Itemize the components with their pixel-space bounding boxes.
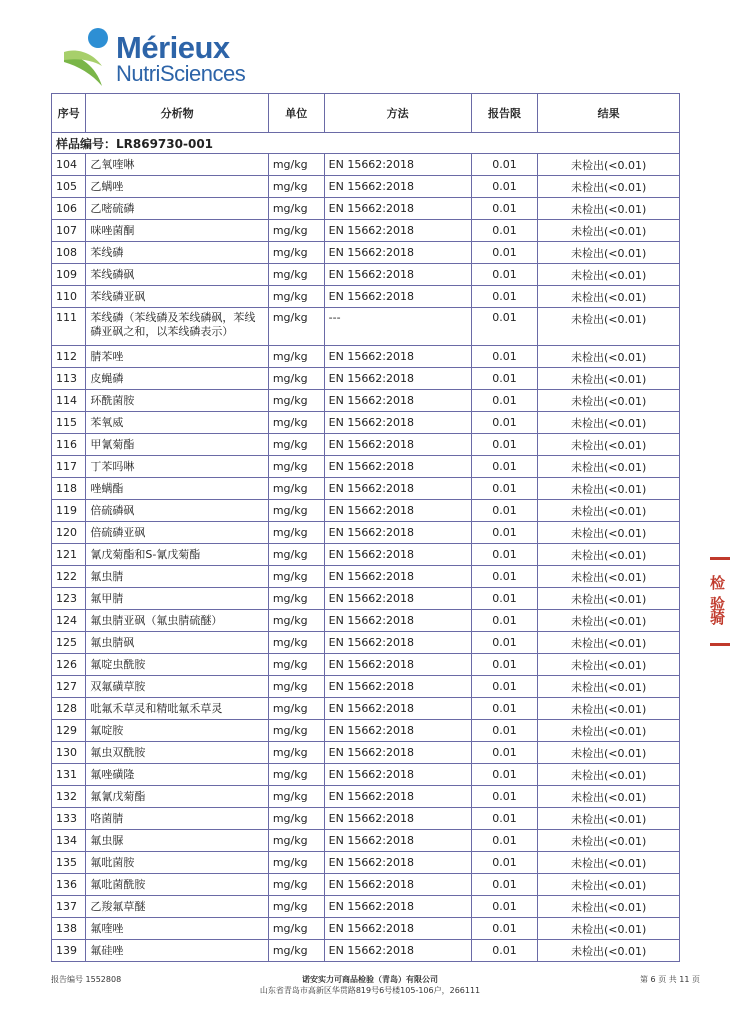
row-method: EN 15662:2018	[324, 390, 471, 412]
row-analyte: 氟虫腈亚砜（氟虫腈硫醚）	[86, 610, 268, 632]
row-result: 未检出(<0.01)	[538, 544, 680, 566]
row-method: EN 15662:2018	[324, 852, 471, 874]
row-unit: mg/kg	[268, 808, 324, 830]
row-method: EN 15662:2018	[324, 544, 471, 566]
row-limit: 0.01	[471, 346, 538, 368]
row-method: EN 15662:2018	[324, 478, 471, 500]
stamp-text-1: 检验	[710, 574, 726, 613]
table-row	[52, 176, 680, 198]
logo-brand-name: Mérieux	[116, 30, 230, 65]
row-index: 106	[52, 198, 86, 220]
row-method: EN 15662:2018	[324, 676, 471, 698]
row-analyte: 乙羧氟草醚	[86, 896, 268, 918]
row-analyte: 氟硅唑	[86, 940, 268, 962]
row-method: EN 15662:2018	[324, 764, 471, 786]
row-result: 未检出(<0.01)	[538, 764, 680, 786]
row-limit: 0.01	[471, 632, 538, 654]
row-analyte: 倍硫磷砜	[86, 500, 268, 522]
row-index: 112	[52, 346, 86, 368]
row-result: 未检出(<0.01)	[538, 346, 680, 368]
row-method: EN 15662:2018	[324, 412, 471, 434]
row-method: EN 15662:2018	[324, 830, 471, 852]
table-row	[52, 742, 680, 764]
row-index: 126	[52, 654, 86, 676]
row-method: EN 15662:2018	[324, 874, 471, 896]
row-unit: mg/kg	[268, 830, 324, 852]
row-unit: mg/kg	[268, 610, 324, 632]
page-number: 第 6 页 共 11 页	[640, 975, 700, 984]
row-result: 未检出(<0.01)	[538, 632, 680, 654]
row-index: 139	[52, 940, 86, 962]
row-index: 117	[52, 456, 86, 478]
row-result: 未检出(<0.01)	[538, 896, 680, 918]
row-method: EN 15662:2018	[324, 588, 471, 610]
row-limit: 0.01	[471, 434, 538, 456]
row-result: 未检出(<0.01)	[538, 830, 680, 852]
row-limit: 0.01	[471, 242, 538, 264]
logo-mark-icon	[62, 26, 118, 88]
row-limit: 0.01	[471, 830, 538, 852]
row-limit: 0.01	[471, 154, 538, 176]
row-analyte: 氟虫腈砜	[86, 632, 268, 654]
row-unit: mg/kg	[268, 874, 324, 896]
row-method: EN 15662:2018	[324, 720, 471, 742]
row-limit: 0.01	[471, 456, 538, 478]
results-table	[51, 93, 680, 962]
row-limit: 0.01	[471, 522, 538, 544]
row-result: 未检出(<0.01)	[538, 918, 680, 940]
row-analyte: 咯菌腈	[86, 808, 268, 830]
row-unit: mg/kg	[268, 434, 324, 456]
row-analyte: 氰戊菊酯和S-氰戊菊酯	[86, 544, 268, 566]
row-analyte: 氟甲腈	[86, 588, 268, 610]
table-row	[52, 852, 680, 874]
table-row	[52, 390, 680, 412]
row-result: 未检出(<0.01)	[538, 500, 680, 522]
row-analyte: 倍硫磷亚砜	[86, 522, 268, 544]
row-analyte: 苯氧威	[86, 412, 268, 434]
logo-brand-subname: NutriSciences	[116, 61, 246, 86]
row-index: 121	[52, 544, 86, 566]
row-method: EN 15662:2018	[324, 940, 471, 962]
row-unit: mg/kg	[268, 588, 324, 610]
row-analyte: 双氟磺草胺	[86, 676, 268, 698]
table-row	[52, 522, 680, 544]
row-result: 未检出(<0.01)	[538, 434, 680, 456]
row-unit: mg/kg	[268, 742, 324, 764]
row-limit: 0.01	[471, 390, 538, 412]
row-unit: mg/kg	[268, 522, 324, 544]
row-limit: 0.01	[471, 896, 538, 918]
row-method: EN 15662:2018	[324, 522, 471, 544]
row-limit: 0.01	[471, 654, 538, 676]
row-limit: 0.01	[471, 588, 538, 610]
row-analyte: 皮蝇磷	[86, 368, 268, 390]
row-index: 128	[52, 698, 86, 720]
table-row	[52, 286, 680, 308]
row-result: 未检出(<0.01)	[538, 456, 680, 478]
row-method: EN 15662:2018	[324, 742, 471, 764]
row-limit: 0.01	[471, 742, 538, 764]
row-result: 未检出(<0.01)	[538, 286, 680, 308]
row-index: 132	[52, 786, 86, 808]
row-unit: mg/kg	[268, 918, 324, 940]
row-method: EN 15662:2018	[324, 368, 471, 390]
row-unit: mg/kg	[268, 346, 324, 368]
row-index: 120	[52, 522, 86, 544]
row-unit: mg/kg	[268, 852, 324, 874]
header-method: 方法	[324, 94, 471, 133]
row-limit: 0.01	[471, 566, 538, 588]
row-limit: 0.01	[471, 500, 538, 522]
table-row	[52, 720, 680, 742]
row-method: EN 15662:2018	[324, 220, 471, 242]
row-limit: 0.01	[471, 368, 538, 390]
row-index: 107	[52, 220, 86, 242]
row-limit: 0.01	[471, 264, 538, 286]
table-row	[52, 264, 680, 286]
table-row	[52, 896, 680, 918]
row-limit: 0.01	[471, 808, 538, 830]
row-limit: 0.01	[471, 918, 538, 940]
row-method: EN 15662:2018	[324, 698, 471, 720]
table-row	[52, 610, 680, 632]
row-limit: 0.01	[471, 286, 538, 308]
row-index: 137	[52, 896, 86, 918]
row-index: 135	[52, 852, 86, 874]
table-header-row	[52, 94, 680, 133]
row-result: 未检出(<0.01)	[538, 588, 680, 610]
row-unit: mg/kg	[268, 676, 324, 698]
row-unit: mg/kg	[268, 286, 324, 308]
row-result: 未检出(<0.01)	[538, 566, 680, 588]
table-row	[52, 220, 680, 242]
row-analyte: 氟吡菌胺	[86, 852, 268, 874]
row-analyte: 氟虫腈	[86, 566, 268, 588]
row-index: 130	[52, 742, 86, 764]
row-analyte: 氟虫脲	[86, 830, 268, 852]
row-index: 118	[52, 478, 86, 500]
row-index: 133	[52, 808, 86, 830]
row-method: EN 15662:2018	[324, 346, 471, 368]
row-unit: mg/kg	[268, 412, 324, 434]
report-number: 报告编号 1552808	[51, 975, 122, 984]
row-limit: 0.01	[471, 940, 538, 962]
row-analyte: 乙嘧硫磷	[86, 198, 268, 220]
row-method: EN 15662:2018	[324, 786, 471, 808]
table-row	[52, 698, 680, 720]
row-result: 未检出(<0.01)	[538, 808, 680, 830]
row-method: EN 15662:2018	[324, 918, 471, 940]
row-analyte: 氟唑磺隆	[86, 764, 268, 786]
header-limit: 报告限	[471, 94, 538, 133]
row-method: EN 15662:2018	[324, 198, 471, 220]
row-analyte: 吡氟禾草灵和精吡氟禾草灵	[86, 698, 268, 720]
row-index: 125	[52, 632, 86, 654]
row-result: 未检出(<0.01)	[538, 390, 680, 412]
table-row	[52, 346, 680, 368]
row-method: EN 15662:2018	[324, 286, 471, 308]
row-limit: 0.01	[471, 220, 538, 242]
row-unit: mg/kg	[268, 368, 324, 390]
row-index: 115	[52, 412, 86, 434]
row-method: ---	[324, 308, 471, 346]
table-row	[52, 154, 680, 176]
table-row	[52, 588, 680, 610]
row-method: EN 15662:2018	[324, 176, 471, 198]
row-limit: 0.01	[471, 308, 538, 346]
header-analyte: 分析物	[86, 94, 268, 133]
table-row	[52, 566, 680, 588]
row-limit: 0.01	[471, 874, 538, 896]
row-unit: mg/kg	[268, 896, 324, 918]
row-index: 105	[52, 176, 86, 198]
table-row	[52, 478, 680, 500]
row-index: 127	[52, 676, 86, 698]
table-row	[52, 830, 680, 852]
row-result: 未检出(<0.01)	[538, 478, 680, 500]
row-analyte: 丁苯吗啉	[86, 456, 268, 478]
row-index: 110	[52, 286, 86, 308]
row-unit: mg/kg	[268, 242, 324, 264]
company-address: 山东省青岛市高新区华贯路819号6号楼105-106户，266111	[259, 986, 481, 995]
footer-company	[220, 974, 520, 996]
row-result: 未检出(<0.01)	[538, 368, 680, 390]
row-index: 108	[52, 242, 86, 264]
row-unit: mg/kg	[268, 720, 324, 742]
row-unit: mg/kg	[268, 566, 324, 588]
row-unit: mg/kg	[268, 544, 324, 566]
row-limit: 0.01	[471, 176, 538, 198]
row-unit: mg/kg	[268, 456, 324, 478]
row-result: 未检出(<0.01)	[538, 412, 680, 434]
row-analyte: 苯线磷	[86, 242, 268, 264]
row-unit: mg/kg	[268, 478, 324, 500]
row-unit: mg/kg	[268, 220, 324, 242]
row-unit: mg/kg	[268, 308, 324, 346]
table-row	[52, 874, 680, 896]
row-result: 未检出(<0.01)	[538, 852, 680, 874]
row-result: 未检出(<0.01)	[538, 610, 680, 632]
row-analyte: 环酰菌胺	[86, 390, 268, 412]
row-result: 未检出(<0.01)	[538, 940, 680, 962]
row-limit: 0.01	[471, 478, 538, 500]
table-row	[52, 808, 680, 830]
row-result: 未检出(<0.01)	[538, 242, 680, 264]
row-analyte: 唑螨酯	[86, 478, 268, 500]
row-method: EN 15662:2018	[324, 456, 471, 478]
table-row	[52, 940, 680, 962]
table-row	[52, 434, 680, 456]
row-analyte: 氟吡菌酰胺	[86, 874, 268, 896]
row-index: 119	[52, 500, 86, 522]
row-method: EN 15662:2018	[324, 264, 471, 286]
sample-row	[52, 133, 680, 154]
row-result: 未检出(<0.01)	[538, 654, 680, 676]
row-index: 138	[52, 918, 86, 940]
table-row	[52, 676, 680, 698]
row-unit: mg/kg	[268, 198, 324, 220]
table-row	[52, 456, 680, 478]
row-analyte: 氟啶胺	[86, 720, 268, 742]
row-unit: mg/kg	[268, 632, 324, 654]
row-limit: 0.01	[471, 764, 538, 786]
row-limit: 0.01	[471, 852, 538, 874]
row-result: 未检出(<0.01)	[538, 874, 680, 896]
row-result: 未检出(<0.01)	[538, 308, 680, 346]
row-index: 123	[52, 588, 86, 610]
row-result: 未检出(<0.01)	[538, 264, 680, 286]
table-row	[52, 368, 680, 390]
row-limit: 0.01	[471, 698, 538, 720]
row-result: 未检出(<0.01)	[538, 720, 680, 742]
row-index: 109	[52, 264, 86, 286]
row-result: 未检出(<0.01)	[538, 522, 680, 544]
row-limit: 0.01	[471, 786, 538, 808]
table-row	[52, 632, 680, 654]
row-method: EN 15662:2018	[324, 566, 471, 588]
table-row	[52, 500, 680, 522]
row-result: 未检出(<0.01)	[538, 742, 680, 764]
sample-number: 样品编号：LR869730-001	[52, 133, 680, 154]
row-result: 未检出(<0.01)	[538, 220, 680, 242]
row-analyte: 甲氰菊酯	[86, 434, 268, 456]
row-index: 124	[52, 610, 86, 632]
row-index: 129	[52, 720, 86, 742]
row-limit: 0.01	[471, 198, 538, 220]
row-method: EN 15662:2018	[324, 242, 471, 264]
row-index: 114	[52, 390, 86, 412]
row-index: 131	[52, 764, 86, 786]
row-unit: mg/kg	[268, 940, 324, 962]
row-method: EN 15662:2018	[324, 632, 471, 654]
row-limit: 0.01	[471, 610, 538, 632]
row-method: EN 15662:2018	[324, 808, 471, 830]
table-row	[52, 918, 680, 940]
header-index: 序号	[52, 94, 86, 133]
row-method: EN 15662:2018	[324, 654, 471, 676]
table-row	[52, 308, 680, 346]
row-limit: 0.01	[471, 412, 538, 434]
row-method: EN 15662:2018	[324, 896, 471, 918]
table-row	[52, 198, 680, 220]
row-method: EN 15662:2018	[324, 154, 471, 176]
row-result: 未检出(<0.01)	[538, 676, 680, 698]
row-analyte: 氟喹唑	[86, 918, 268, 940]
seal-stamp	[708, 557, 730, 649]
row-unit: mg/kg	[268, 500, 324, 522]
row-unit: mg/kg	[268, 390, 324, 412]
header-result: 结果	[538, 94, 680, 133]
row-index: 104	[52, 154, 86, 176]
row-analyte: 苯线磷砜	[86, 264, 268, 286]
company-logo	[62, 26, 252, 88]
table-row	[52, 242, 680, 264]
company-name: 诺安实力可商品检验（青岛）有限公司	[302, 975, 438, 984]
row-result: 未检出(<0.01)	[538, 176, 680, 198]
row-unit: mg/kg	[268, 698, 324, 720]
table-row	[52, 654, 680, 676]
row-index: 111	[52, 308, 86, 346]
row-unit: mg/kg	[268, 654, 324, 676]
stamp-text-2: 骑	[710, 609, 726, 627]
row-analyte: 乙氧喹啉	[86, 154, 268, 176]
row-unit: mg/kg	[268, 176, 324, 198]
row-result: 未检出(<0.01)	[538, 198, 680, 220]
row-unit: mg/kg	[268, 764, 324, 786]
row-limit: 0.01	[471, 720, 538, 742]
row-limit: 0.01	[471, 676, 538, 698]
row-unit: mg/kg	[268, 786, 324, 808]
table-row	[52, 786, 680, 808]
row-method: EN 15662:2018	[324, 610, 471, 632]
row-limit: 0.01	[471, 544, 538, 566]
table-row	[52, 412, 680, 434]
row-index: 136	[52, 874, 86, 896]
row-analyte: 苯线磷亚砜	[86, 286, 268, 308]
row-analyte: 氟啶虫酰胺	[86, 654, 268, 676]
row-unit: mg/kg	[268, 264, 324, 286]
row-index: 113	[52, 368, 86, 390]
table-row	[52, 764, 680, 786]
row-analyte: 乙螨唑	[86, 176, 268, 198]
row-analyte: 咪唑菌酮	[86, 220, 268, 242]
row-result: 未检出(<0.01)	[538, 154, 680, 176]
row-index: 134	[52, 830, 86, 852]
row-result: 未检出(<0.01)	[538, 786, 680, 808]
row-unit: mg/kg	[268, 154, 324, 176]
row-analyte: 氟氰戊菊酯	[86, 786, 268, 808]
row-method: EN 15662:2018	[324, 500, 471, 522]
row-analyte: 腈苯唑	[86, 346, 268, 368]
row-method: EN 15662:2018	[324, 434, 471, 456]
row-index: 122	[52, 566, 86, 588]
row-analyte: 氟虫双酰胺	[86, 742, 268, 764]
row-analyte: 苯线磷（苯线磷及苯线磷砜，苯线磷亚砜之和，以苯线磷表示）	[86, 308, 268, 346]
header-unit: 单位	[268, 94, 324, 133]
row-result: 未检出(<0.01)	[538, 698, 680, 720]
row-index: 116	[52, 434, 86, 456]
table-row	[52, 544, 680, 566]
